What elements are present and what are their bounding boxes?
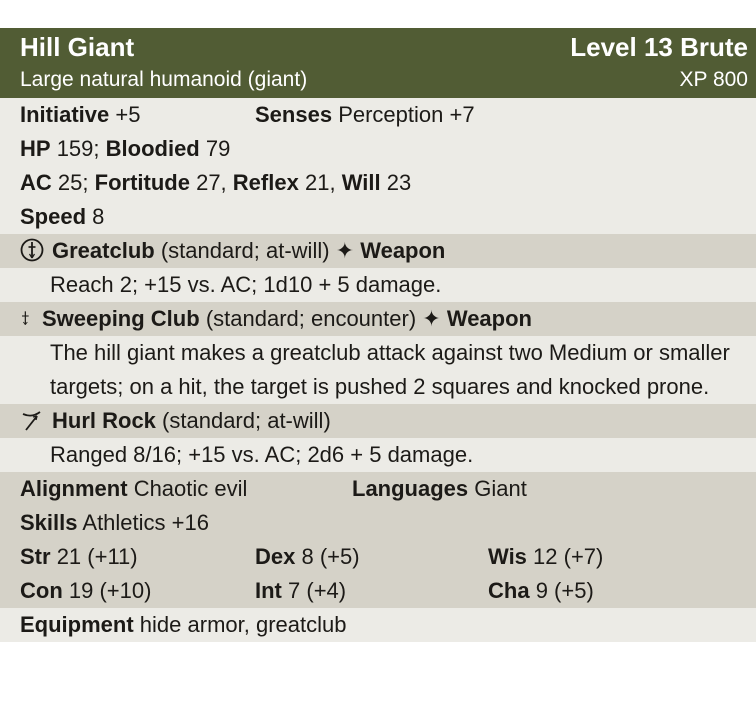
ability-str — [20, 540, 255, 574]
power-name: Hurl Rock — [52, 408, 156, 433]
power-detail-hurl-rock — [0, 438, 756, 472]
power-header-greatclub — [0, 234, 756, 268]
power-keyword: ✦ Weapon — [335, 238, 446, 263]
power-detail: Reach 2; +15 vs. AC; 1d10 + 5 damage. — [50, 272, 442, 297]
alignment-label: Alignment — [20, 476, 128, 501]
stat-block-header — [0, 28, 756, 98]
reflex-label: Reflex — [232, 170, 299, 195]
languages-label: Languages — [352, 476, 469, 501]
will-value: 23 — [386, 170, 412, 195]
languages-value: Giant — [474, 476, 527, 501]
ability-value: 21 (+11) — [56, 544, 138, 569]
hp-label: HP — [20, 136, 51, 161]
ability-cha — [488, 578, 594, 603]
monster-name: Hill Giant — [20, 32, 135, 62]
power-detail-sweeping-club — [0, 336, 756, 404]
skills-label: Skills — [20, 510, 78, 535]
defenses-row — [0, 166, 756, 200]
ability-label: Wis — [488, 544, 527, 569]
hp-row — [0, 132, 756, 166]
fortitude-value: 27, — [196, 170, 227, 195]
power-header-sweeping-club — [0, 302, 756, 336]
power-keyword: ✦ Weapon — [422, 306, 532, 331]
speed-label: Speed — [20, 204, 87, 229]
alignment-languages-row — [0, 472, 756, 506]
senses-value: Perception +7 — [338, 102, 475, 127]
monster-level: Level 13 Brute — [570, 32, 748, 62]
ability-label: Cha — [488, 578, 530, 603]
ability-value: 8 (+5) — [301, 544, 360, 569]
hp-value: 159; — [56, 136, 100, 161]
equipment-value: hide armor, greatclub — [139, 612, 347, 637]
ac-value: 25; — [57, 170, 89, 195]
speed-row — [0, 200, 756, 234]
ability-dex — [255, 540, 488, 574]
will-label: Will — [341, 170, 381, 195]
monster-type: Large natural humanoid (giant) — [20, 68, 308, 91]
power-header-hurl-rock — [0, 404, 756, 438]
ability-value: 19 (+10) — [68, 578, 152, 603]
power-detail: Ranged 8/16; +15 vs. AC; 2d6 + 5 damage. — [50, 442, 474, 467]
power-detail: The hill giant makes a greatclub attack against two Medium or smaller targets; on a hit, the target is pushed 2 squares and knocked prone. — [50, 340, 730, 399]
stat-block — [0, 28, 756, 642]
ability-label: Int — [255, 578, 282, 603]
senses-label: Senses — [255, 102, 333, 127]
ability-label: Dex — [255, 544, 296, 569]
ranged-icon — [20, 408, 44, 432]
speed-value: 8 — [92, 204, 105, 229]
bloodied-label: Bloodied — [105, 136, 200, 161]
ability-label: Str — [20, 544, 51, 569]
fortitude-label: Fortitude — [94, 170, 190, 195]
power-name: Sweeping Club — [42, 306, 200, 331]
equipment-label: Equipment — [20, 612, 134, 637]
melee-basic-icon — [20, 238, 44, 262]
power-name: Greatclub — [52, 238, 155, 263]
ability-value: 9 (+5) — [535, 578, 594, 603]
alignment-value: Chaotic evil — [133, 476, 248, 501]
equipment-row — [0, 608, 756, 642]
initiative-senses-row — [0, 98, 756, 132]
initiative-label: Initiative — [20, 102, 110, 127]
melee-icon — [20, 306, 36, 330]
power-usage: (standard; encounter) — [205, 306, 417, 331]
skills-value: Athletics +16 — [82, 510, 209, 535]
ability-value: 7 (+4) — [288, 578, 347, 603]
ability-label: Con — [20, 578, 63, 603]
skills-row — [0, 506, 756, 540]
power-usage: (standard; at-will) — [162, 408, 331, 433]
bloodied-value: 79 — [205, 136, 231, 161]
ability-row-2 — [0, 574, 756, 608]
ac-label: AC — [20, 170, 52, 195]
monster-xp: XP 800 — [679, 68, 748, 91]
power-detail-greatclub — [0, 268, 756, 302]
ability-int — [255, 574, 488, 608]
reflex-value: 21, — [304, 170, 336, 195]
ability-row-1 — [0, 540, 756, 574]
ability-value: 12 (+7) — [533, 544, 604, 569]
ability-con — [20, 574, 255, 608]
power-usage: (standard; at-will) — [160, 238, 330, 263]
initiative-value: +5 — [115, 102, 141, 127]
ability-wis — [488, 544, 603, 569]
